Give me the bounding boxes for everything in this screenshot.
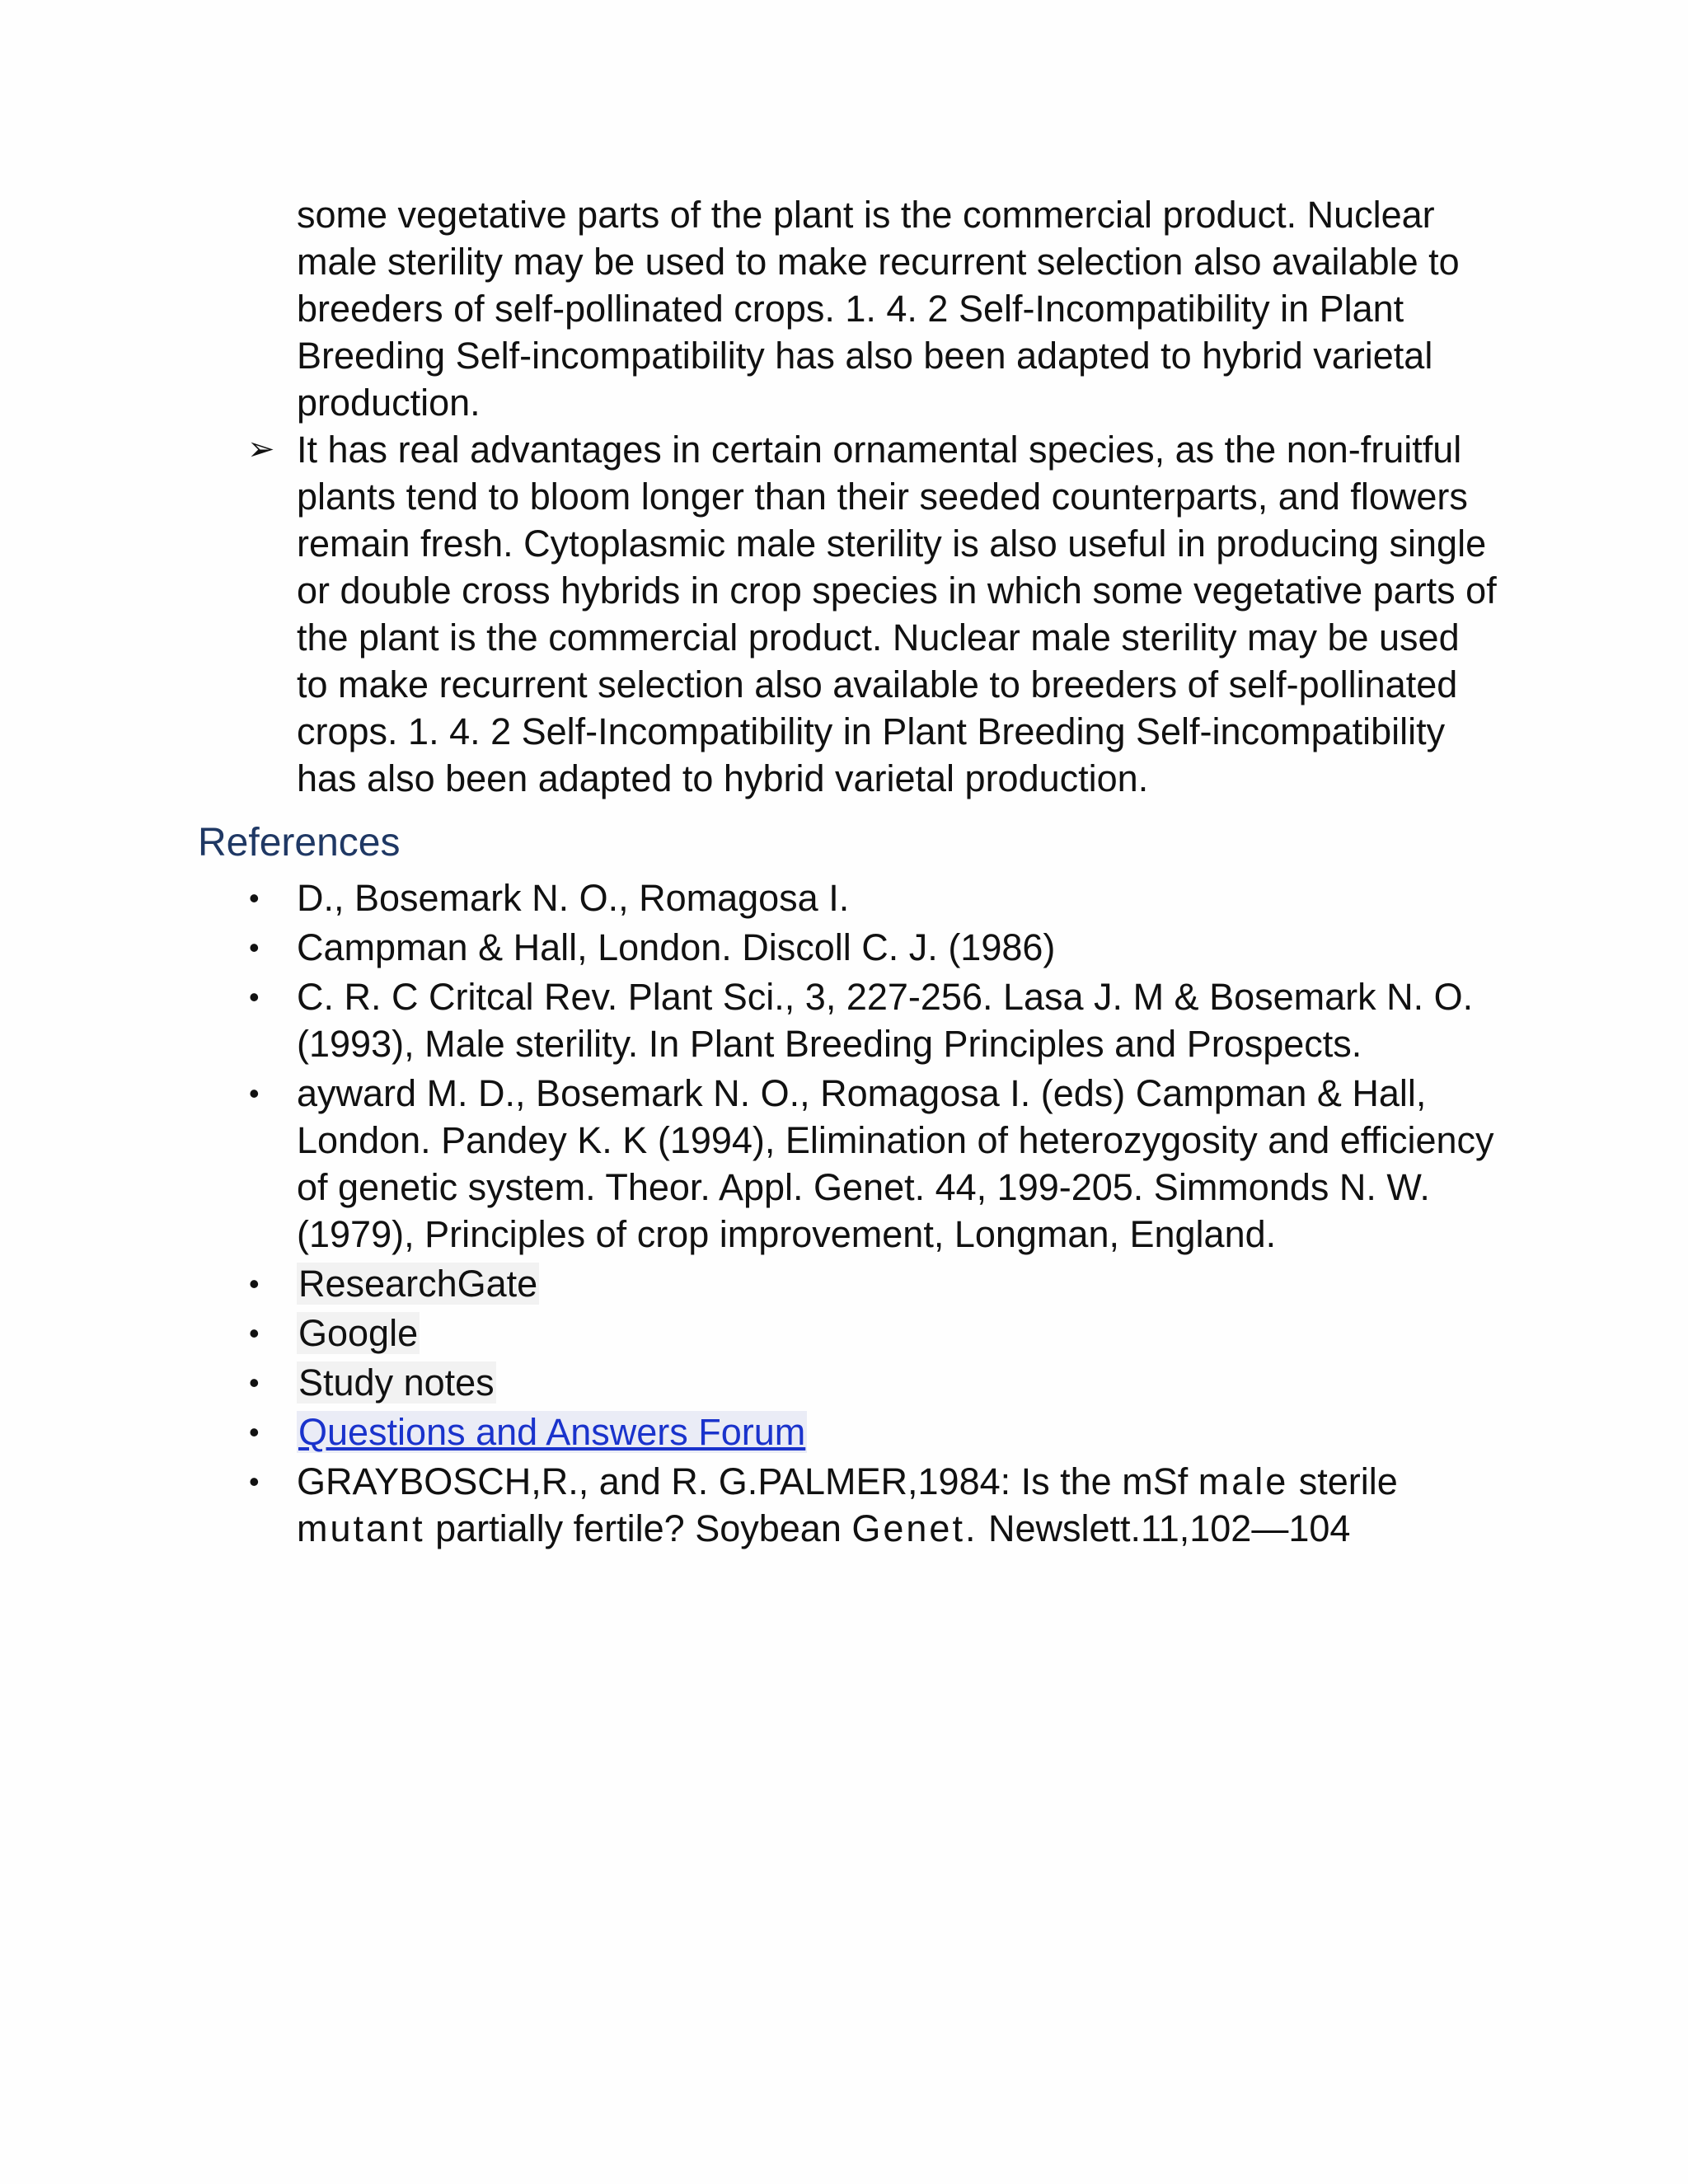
graybosch-part1: GRAYBOSCH,R., and R. G.PALMER,1984: Is the mSf: [297, 1460, 1198, 1502]
reference-text: C. R. C Critcal Rev. Plant Sci., 3, 227-256. Lasa J. M & Bosemark N. O. (1993), Male sterility. In Plant Breeding Principles and Prospects.: [297, 976, 1474, 1065]
reference-text: Campman & Hall, London. Discoll C. J. (1986): [297, 926, 1056, 968]
graybosch-part4: mutant: [297, 1507, 425, 1549]
bullet-icon: •: [249, 1076, 260, 1110]
arrow-list-item: [198, 426, 1500, 802]
bullet-icon: •: [249, 1415, 260, 1449]
page-content: [198, 191, 1500, 1554]
reference-item-google: [198, 1310, 1500, 1357]
bullet-icon: •: [249, 1465, 260, 1498]
reference-text: D., Bosemark N. O., Romagosa I.: [297, 877, 850, 919]
bullet-icon: •: [249, 1366, 260, 1399]
reference-item-study-notes: [198, 1359, 1500, 1406]
arrow-bullet-icon: ➢: [247, 431, 275, 467]
reference-item-qa-forum: [198, 1408, 1500, 1455]
graybosch-part3: sterile: [1288, 1460, 1398, 1502]
graybosch-part6: Genet.: [851, 1507, 978, 1549]
graybosch-part2: male: [1198, 1460, 1289, 1502]
questions-answers-forum-link[interactable]: Questions and Answers Forum: [298, 1411, 806, 1453]
reference-text-researchgate: ResearchGate: [298, 1263, 538, 1305]
reference-item: [198, 874, 1500, 921]
reference-item: [198, 973, 1500, 1067]
reference-item: [198, 924, 1500, 971]
bullet-icon: •: [249, 1267, 260, 1301]
reference-text-google: Google: [298, 1312, 419, 1354]
bullet-icon: •: [249, 1316, 260, 1350]
reference-item: [198, 1070, 1500, 1258]
reference-text-study-notes: Study notes: [298, 1361, 495, 1404]
references-list: [198, 874, 1500, 1552]
bullet-icon: •: [249, 881, 260, 915]
references-heading: References: [198, 821, 401, 865]
graybosch-part5: partially fertile? Soybean: [424, 1507, 852, 1549]
intro-paragraph: some vegetative parts of the plant is the commercial product. Nuclear male sterility may be used to make recurrent selection also available to breeders of self-pollinated crops. 1. 4. 2 Self-Incompatibility in Plant Breeding Self-incompatibility has also been adapted to hybrid varietal production.: [297, 194, 1460, 424]
bullet-icon: •: [249, 930, 260, 964]
graybosch-part7: Newslett.11,102—104: [978, 1507, 1351, 1549]
reference-text: ayward M. D., Bosemark N. O., Romagosa I. (eds) Campman & Hall, London. Pandey K. K (1994), Elimination of heterozygosity and efficiency of genetic system. Theor. Appl. Genet. 44, 199-205. Simmonds N. W. (1979), Principles of crop improvement, Longman, England.: [297, 1072, 1494, 1255]
bullet-icon: •: [249, 980, 260, 1014]
reference-item-researchgate: [198, 1260, 1500, 1307]
arrow-item-text: It has real advantages in certain ornamental species, as the non-fruitful plants tend to bloom longer than their seeded counterparts, and flowers remain fresh. Cytoplasmic male sterility is also useful in producing single or double cross hybrids in crop species in which some vegetative parts of the plant is the commercial product. Nuclear male sterility may be used to make recurrent selection also available to breeders of self-pollinated crops. 1. 4. 2 Self-Incompatibility in Plant Breeding Self-incompatibility has also been adapted to hybrid varietal production.: [297, 429, 1497, 799]
reference-item-graybosch: [198, 1458, 1500, 1552]
